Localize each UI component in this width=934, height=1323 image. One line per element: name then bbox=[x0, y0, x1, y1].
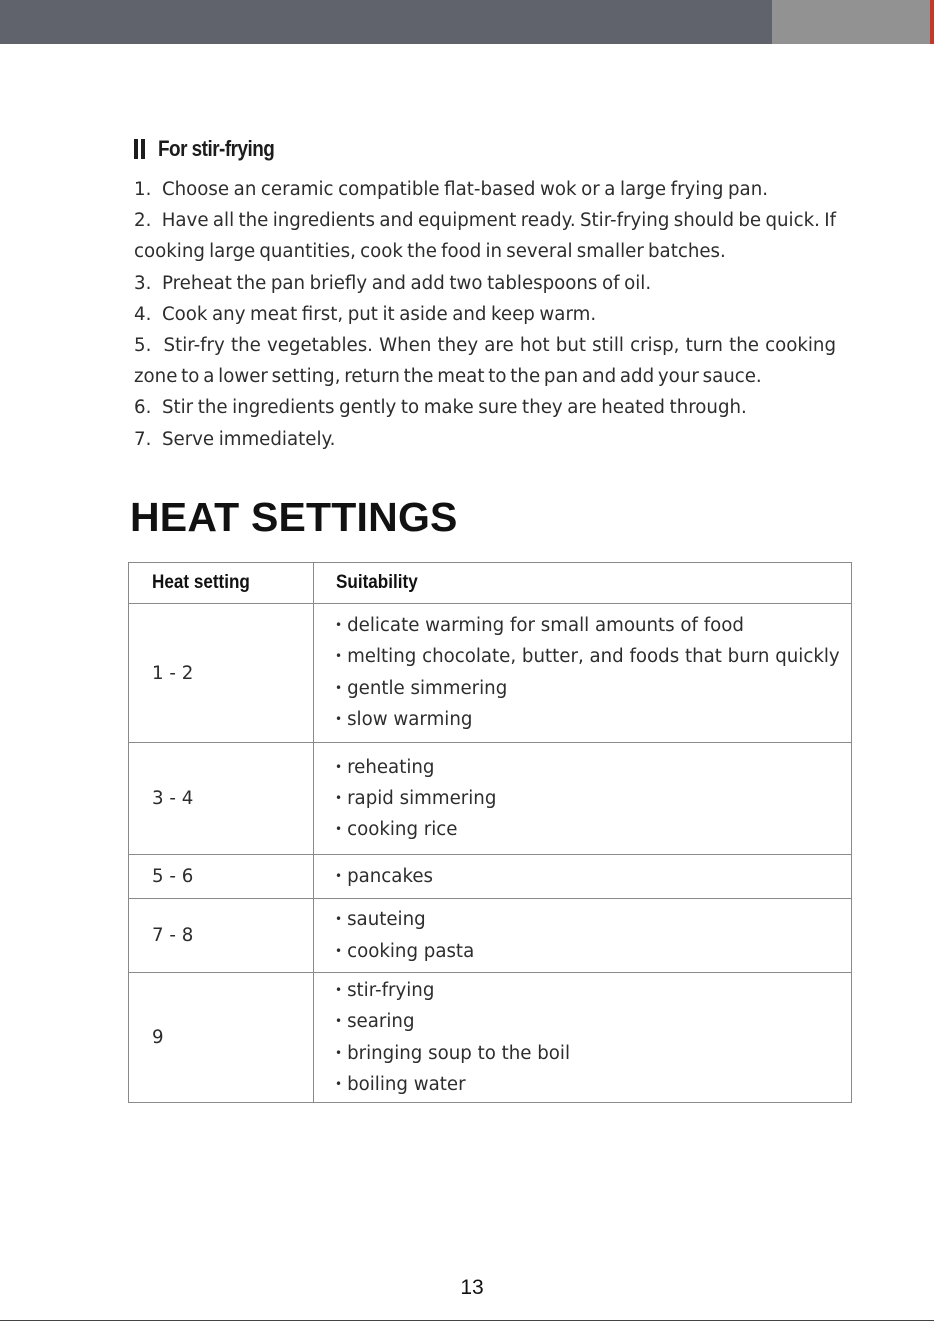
heat-setting-cell: 5 - 6 bbox=[129, 855, 314, 899]
step-item: 7. Serve immediately. bbox=[134, 428, 336, 450]
section-title: For stir-frying bbox=[158, 136, 275, 161]
suitability-cell bbox=[314, 855, 852, 899]
heat-settings-table bbox=[128, 562, 852, 1103]
suitability-item: • delicate warming for small amounts of food bbox=[335, 615, 744, 637]
suitability-item: • reheating bbox=[335, 756, 435, 778]
suitability-item: • cooking pasta bbox=[335, 940, 475, 962]
heat-setting-cell: 1 - 2 bbox=[129, 604, 314, 743]
suitability-item: • boiling water bbox=[335, 1073, 466, 1095]
suitability-item: • melting chocolate, butter, and foods that burn quickly bbox=[335, 646, 840, 668]
step-item: 5. Stir-fry the vegetables. When they are hot but still crisp, turn the cooking zone to a lower setting, return the meat to the pan and add your sauce. bbox=[134, 335, 836, 388]
suitability-item: • cooking rice bbox=[335, 819, 458, 841]
table-row bbox=[129, 604, 852, 743]
heat-settings-title: HEAT SETTINGS bbox=[130, 494, 458, 540]
suitability-cell bbox=[314, 604, 852, 743]
section-marker-icon bbox=[134, 139, 145, 159]
table-row bbox=[129, 743, 852, 855]
table-row bbox=[129, 899, 852, 973]
suitability-item: • bringing soup to the boil bbox=[335, 1042, 571, 1064]
suitability-item: • pancakes bbox=[335, 865, 433, 887]
step-item: 3. Preheat the pan briefly and add two tablespoons of oil. bbox=[134, 272, 652, 294]
heat-setting-cell: 3 - 4 bbox=[129, 743, 314, 855]
section-heading bbox=[134, 132, 293, 166]
table-header-row bbox=[129, 563, 852, 604]
header-edge-accent bbox=[930, 0, 934, 44]
step-item: 1. Choose an ceramic compatible flat-based wok or a large frying pan. bbox=[134, 179, 769, 200]
suitability-item: • slow warming bbox=[335, 708, 473, 730]
step-item: 6. Stir the ingredients gently to make sure they are heated through. bbox=[134, 397, 747, 419]
column-header-heat-setting: Heat setting bbox=[129, 563, 314, 604]
suitability-item: • sauteing bbox=[335, 909, 426, 931]
stir-fry-steps bbox=[134, 174, 836, 455]
header-bar bbox=[0, 0, 772, 44]
step-item: 4. Cook any meat first, put it aside and keep warm. bbox=[134, 303, 597, 325]
suitability-cell bbox=[314, 899, 852, 973]
suitability-cell bbox=[314, 973, 852, 1103]
step-item: 2. Have all the ingredients and equipment ready. Stir-frying should be quick. If cooking large quantities, cook the food in several smaller batches. bbox=[134, 210, 837, 263]
suitability-item: • rapid simmering bbox=[335, 787, 497, 809]
suitability-item: • stir-frying bbox=[335, 980, 435, 1002]
suitability-item: • gentle simmering bbox=[335, 677, 508, 699]
suitability-item: • searing bbox=[335, 1011, 415, 1033]
bottom-divider bbox=[0, 1320, 934, 1321]
table-row bbox=[129, 855, 852, 899]
table-row bbox=[129, 973, 852, 1103]
heat-setting-cell: 9 bbox=[129, 973, 314, 1103]
column-header-suitability: Suitability bbox=[314, 563, 852, 604]
heat-setting-cell: 7 - 8 bbox=[129, 899, 314, 973]
suitability-cell bbox=[314, 743, 852, 855]
page-number: 13 bbox=[460, 1276, 484, 1299]
header-tab bbox=[772, 0, 930, 44]
